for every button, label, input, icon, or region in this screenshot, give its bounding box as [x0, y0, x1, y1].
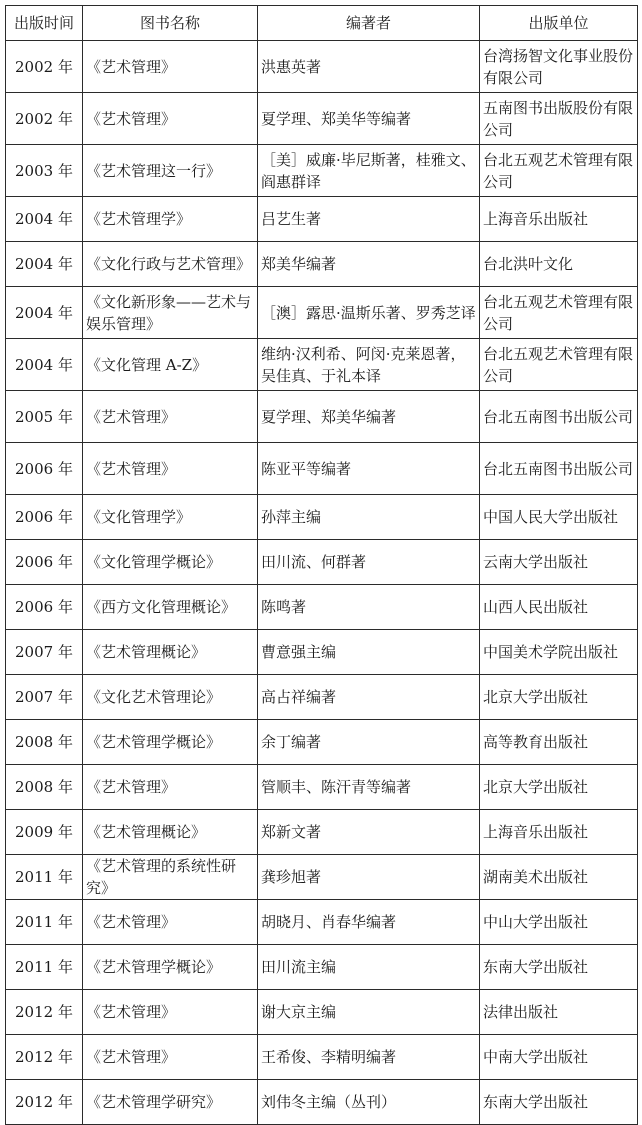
- table-row: [6, 630, 638, 675]
- year-cell: 2008 年: [6, 720, 83, 765]
- title-cell: 《艺术管理》: [83, 391, 258, 443]
- author-cell: 胡晓月、肖春华编著: [258, 900, 480, 945]
- publisher-cell: 山西人民出版社: [480, 585, 638, 630]
- year-cell: 2012 年: [6, 990, 83, 1035]
- table-row: [6, 900, 638, 945]
- year-cell: 2003 年: [6, 145, 83, 197]
- publisher-cell: 台北五观艺术管理有限公司: [480, 287, 638, 339]
- author-cell: 刘伟冬主编（丛刊）: [258, 1080, 480, 1125]
- table-row: [6, 41, 638, 93]
- author-cell: 管顺丰、陈汗青等编著: [258, 765, 480, 810]
- author-cell: 龚珍旭著: [258, 855, 480, 900]
- table-row: [6, 242, 638, 287]
- author-cell: 夏学理、郑美华等编著: [258, 93, 480, 145]
- title-cell: 《艺术管理》: [83, 900, 258, 945]
- author-cell: 孙萍主编: [258, 495, 480, 540]
- title-cell: 《艺术管理学概论》: [83, 945, 258, 990]
- year-cell: 2002 年: [6, 41, 83, 93]
- title-cell: 《艺术管理概论》: [83, 630, 258, 675]
- table-row: [6, 765, 638, 810]
- year-cell: 2011 年: [6, 855, 83, 900]
- year-cell: 2006 年: [6, 495, 83, 540]
- publisher-cell: 云南大学出版社: [480, 540, 638, 585]
- publisher-cell: 北京大学出版社: [480, 765, 638, 810]
- year-cell: 2006 年: [6, 540, 83, 585]
- year-cell: 2006 年: [6, 585, 83, 630]
- publisher-cell: 台北五观艺术管理有限公司: [480, 145, 638, 197]
- title-cell: 《艺术管理学研究》: [83, 1080, 258, 1125]
- author-cell: 高占祥编著: [258, 675, 480, 720]
- table-row: [6, 675, 638, 720]
- author-cell: 余丁编著: [258, 720, 480, 765]
- author-cell: 郑新文著: [258, 810, 480, 855]
- year-cell: 2005 年: [6, 391, 83, 443]
- header-year: 出版时间: [6, 6, 83, 41]
- author-cell: 曹意强主编: [258, 630, 480, 675]
- publisher-cell: 中国人民大学出版社: [480, 495, 638, 540]
- author-cell: 维纳·汉利希、阿闵·克莱恩著，吴佳真、于礼本译: [258, 339, 480, 391]
- title-cell: 《艺术管理》: [83, 990, 258, 1035]
- publisher-cell: 中南大学出版社: [480, 1035, 638, 1080]
- author-cell: 洪惠英著: [258, 41, 480, 93]
- author-cell: ［澳］露思·温斯乐著、罗秀芝译: [258, 287, 480, 339]
- year-cell: 2007 年: [6, 630, 83, 675]
- publisher-cell: 湖南美术出版社: [480, 855, 638, 900]
- title-cell: 《艺术管理概论》: [83, 810, 258, 855]
- publisher-cell: 台北五南图书出版公司: [480, 391, 638, 443]
- publisher-cell: 东南大学出版社: [480, 945, 638, 990]
- table-row: [6, 443, 638, 495]
- title-cell: 《西方文化管理概论》: [83, 585, 258, 630]
- year-cell: 2008 年: [6, 765, 83, 810]
- year-cell: 2006 年: [6, 443, 83, 495]
- title-cell: 《艺术管理》: [83, 765, 258, 810]
- header-author: 编著者: [258, 6, 480, 41]
- author-cell: 田川流主编: [258, 945, 480, 990]
- title-cell: 《艺术管理学概论》: [83, 720, 258, 765]
- table-row: [6, 287, 638, 339]
- author-cell: 郑美华编著: [258, 242, 480, 287]
- table-row: [6, 339, 638, 391]
- table-row: [6, 585, 638, 630]
- title-cell: 《艺术管理这一行》: [83, 145, 258, 197]
- year-cell: 2004 年: [6, 242, 83, 287]
- title-cell: 《艺术管理的系统性研究》: [83, 855, 258, 900]
- publisher-cell: 台北洪叶文化: [480, 242, 638, 287]
- publisher-cell: 台北五观艺术管理有限公司: [480, 339, 638, 391]
- table-row: [6, 495, 638, 540]
- publisher-cell: 五南图书出版股份有限公司: [480, 93, 638, 145]
- title-cell: 《艺术管理》: [83, 41, 258, 93]
- publisher-cell: 东南大学出版社: [480, 1080, 638, 1125]
- table-row: [6, 145, 638, 197]
- author-cell: 陈亚平等编著: [258, 443, 480, 495]
- table-row: [6, 1035, 638, 1080]
- year-cell: 2012 年: [6, 1080, 83, 1125]
- publisher-cell: 台湾扬智文化事业股份有限公司: [480, 41, 638, 93]
- title-cell: 《艺术管理》: [83, 1035, 258, 1080]
- author-cell: 谢大京主编: [258, 990, 480, 1035]
- title-cell: 《文化管理 A-Z》: [83, 339, 258, 391]
- year-cell: 2007 年: [6, 675, 83, 720]
- title-cell: 《文化艺术管理论》: [83, 675, 258, 720]
- publisher-cell: 台北五南图书出版公司: [480, 443, 638, 495]
- header-title: 图书名称: [83, 6, 258, 41]
- year-cell: 2004 年: [6, 339, 83, 391]
- table-row: [6, 720, 638, 765]
- title-cell: 《艺术管理》: [83, 93, 258, 145]
- year-cell: 2004 年: [6, 197, 83, 242]
- title-cell: 《艺术管理学》: [83, 197, 258, 242]
- author-cell: 夏学理、郑美华编著: [258, 391, 480, 443]
- publication-table: [5, 5, 638, 1125]
- year-cell: 2011 年: [6, 900, 83, 945]
- table-row: [6, 1080, 638, 1125]
- table-row: [6, 945, 638, 990]
- author-cell: 吕艺生著: [258, 197, 480, 242]
- table-row: [6, 810, 638, 855]
- publisher-cell: 中国美术学院出版社: [480, 630, 638, 675]
- table-header-row: [6, 6, 638, 41]
- publication-table-container: [5, 5, 638, 1125]
- table-row: [6, 855, 638, 900]
- header-publisher: 出版单位: [480, 6, 638, 41]
- table-row: [6, 540, 638, 585]
- publisher-cell: 中山大学出版社: [480, 900, 638, 945]
- table-row: [6, 391, 638, 443]
- year-cell: 2012 年: [6, 1035, 83, 1080]
- year-cell: 2011 年: [6, 945, 83, 990]
- publisher-cell: 上海音乐出版社: [480, 197, 638, 242]
- title-cell: 《文化管理学概论》: [83, 540, 258, 585]
- title-cell: 《文化新形象——艺术与娱乐管理》: [83, 287, 258, 339]
- title-cell: 《文化行政与艺术管理》: [83, 242, 258, 287]
- publisher-cell: 上海音乐出版社: [480, 810, 638, 855]
- year-cell: 2004 年: [6, 287, 83, 339]
- author-cell: 王希俊、李精明编著: [258, 1035, 480, 1080]
- author-cell: 田川流、何群著: [258, 540, 480, 585]
- year-cell: 2002 年: [6, 93, 83, 145]
- author-cell: ［美］威廉·毕尼斯著，桂雅文、阎惠群译: [258, 145, 480, 197]
- table-row: [6, 990, 638, 1035]
- title-cell: 《文化管理学》: [83, 495, 258, 540]
- publisher-cell: 法律出版社: [480, 990, 638, 1035]
- year-cell: 2009 年: [6, 810, 83, 855]
- publisher-cell: 北京大学出版社: [480, 675, 638, 720]
- author-cell: 陈鸣著: [258, 585, 480, 630]
- table-row: [6, 197, 638, 242]
- table-body: [6, 41, 638, 1125]
- table-row: [6, 93, 638, 145]
- publisher-cell: 高等教育出版社: [480, 720, 638, 765]
- title-cell: 《艺术管理》: [83, 443, 258, 495]
